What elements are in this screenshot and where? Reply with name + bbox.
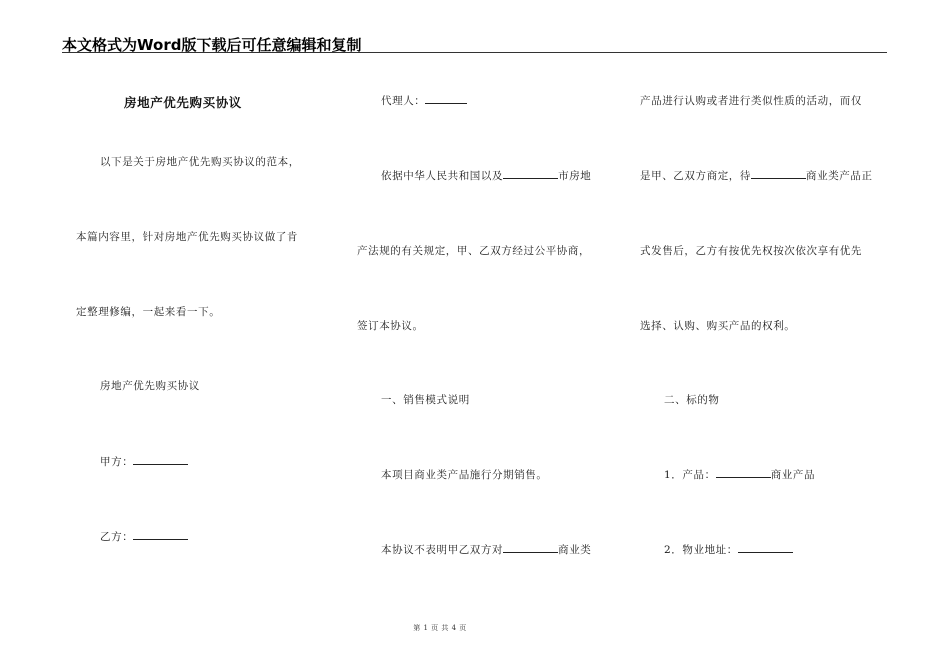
para1-text-b: 市房地 [558,170,592,182]
page-footer: 第 1 页 共 4 页 [413,624,467,632]
agent-blank [425,94,467,104]
party-b-line [100,529,188,544]
agreement-subtitle: 房地产优先购买协议 [100,380,200,392]
item-1-line [664,467,815,482]
intro-line-1: 以下是关于房地产优先购买协议的范本， [100,156,300,168]
col3-line-3: 式发售后，乙方有按优先权按次依次享有优先 [640,245,862,257]
column-3 [640,0,890,672]
party-b-label: 乙方： [100,531,134,543]
item-1-label: 1．产品： [664,469,716,481]
party-b-blank [133,530,188,540]
document-header: 本文格式为Word版下载后可任意编辑和复制 [62,36,362,54]
column-2 [357,0,607,672]
item-2-line [664,542,793,557]
intro-line-3: 定整理修编，一起来看一下。 [76,306,221,318]
column-1 [62,0,312,672]
party-a-blank [133,455,188,465]
col3-line-2 [640,168,873,183]
para1-text-a: 依据中华人民共和国以及 [381,170,504,182]
party-a-label: 甲方： [100,456,134,468]
para1-line-1 [381,168,591,183]
agent-label: 代理人： [381,95,426,107]
col3-blank [751,169,806,179]
item-1-blank [716,468,771,478]
section-2-heading: 二、标的物 [664,394,720,406]
s1-text-b: 商业类 [558,544,592,556]
s1-blank [503,543,558,553]
party-a-line [100,454,188,469]
s1-text-a: 本协议不表明甲乙双方对 [381,544,504,556]
para1-line-2: 产法规的有关规定，甲、乙双方经过公平协商， [357,245,591,257]
col3-line-1: 产品进行认购或者进行类似性质的活动，而仅 [640,95,862,107]
intro-line-2: 本篇内容里，针对房地产优先购买协议做了肯 [76,231,298,243]
document-title: 房地产优先购买协议 [124,95,242,110]
agent-line [381,93,467,108]
col3-text-b: 商业类产品正 [806,170,873,182]
col3-text-a: 是甲、乙双方商定，待 [640,170,751,182]
section-1-line-2 [381,542,591,557]
city-blank [503,169,558,179]
item-2-label: 2．物业地址： [664,544,738,556]
item-2-blank [738,543,793,553]
section-1-heading: 一、销售模式说明 [381,394,470,406]
para1-line-3: 签订本协议。 [357,320,424,332]
item-1-text: 商业产品 [770,469,816,481]
col3-line-4: 选择、认购、购买产品的权利。 [640,320,796,332]
section-1-line-1: 本项目商业类产品施行分期销售。 [381,469,548,481]
